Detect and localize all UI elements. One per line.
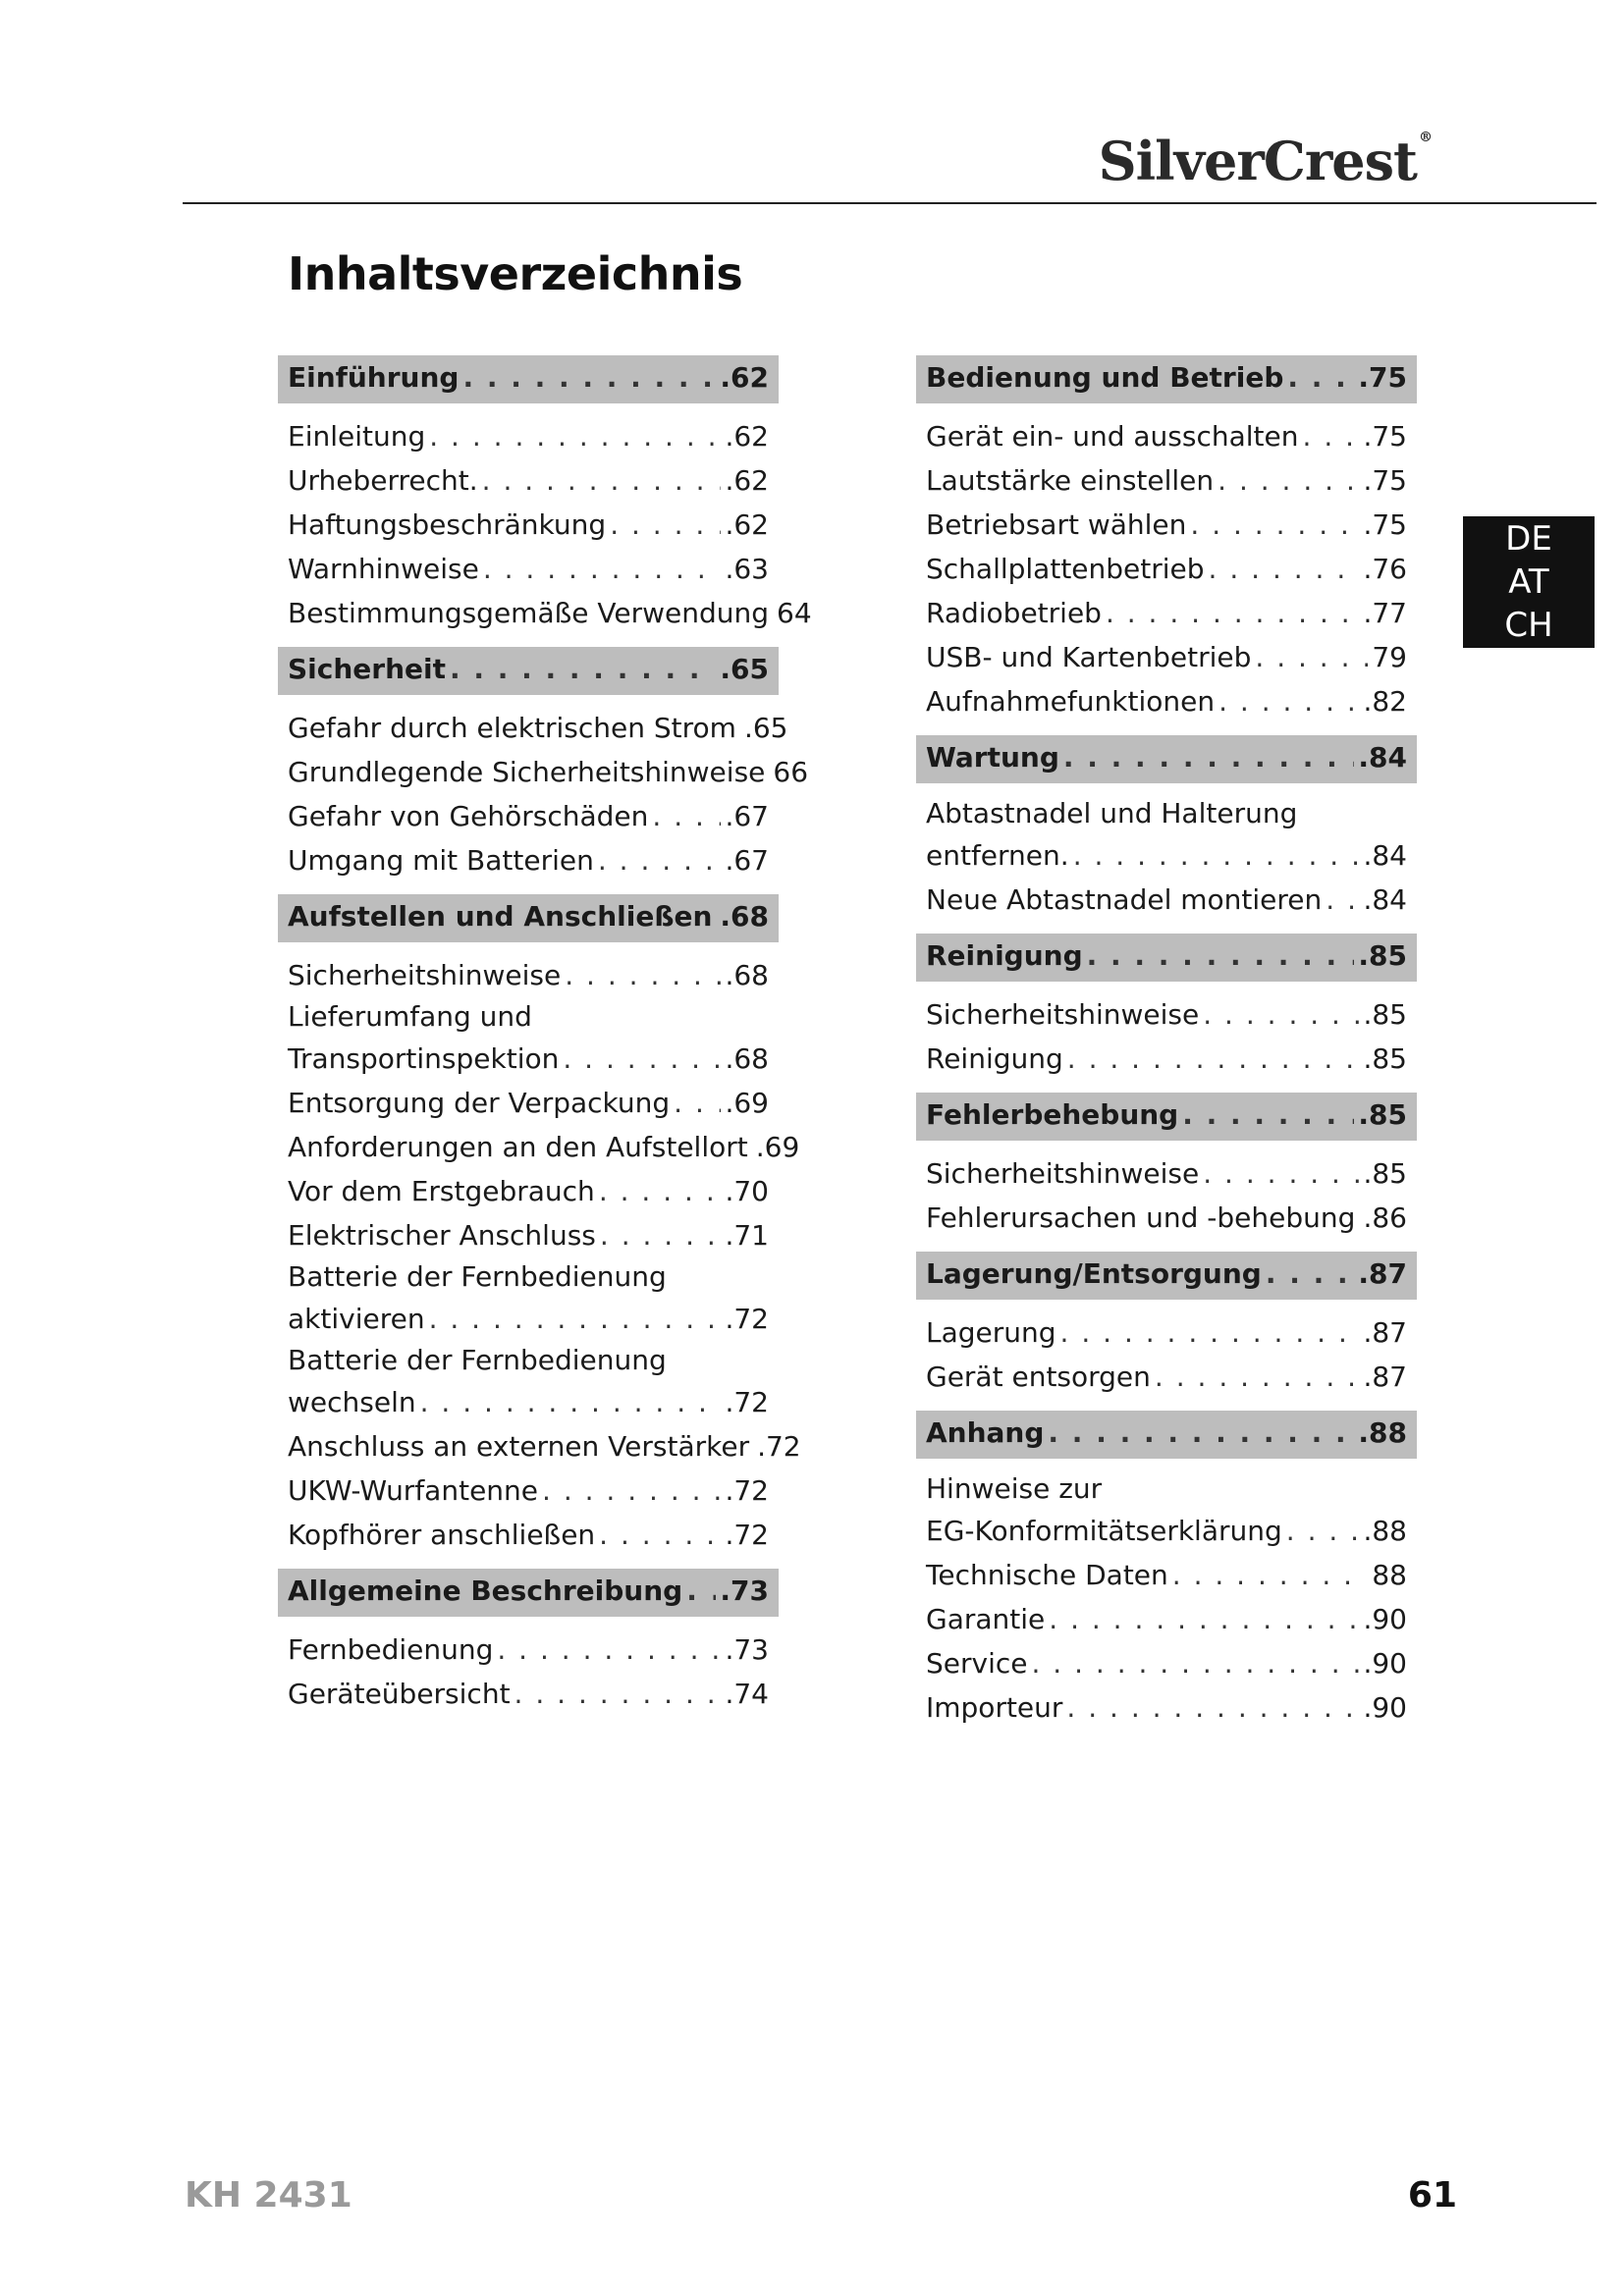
toc-leader-dots — [1067, 1037, 1360, 1081]
toc-entry-label: Bestimmungsgemäße Verwendung — [288, 597, 770, 629]
language-code: CH — [1504, 606, 1553, 645]
toc-entry-page: .71 — [725, 1219, 769, 1252]
toc-section-page: .85 — [1358, 939, 1407, 972]
toc-entry-row — [278, 1125, 800, 1169]
toc-leader-dots — [1255, 635, 1368, 679]
toc-leader-dots — [652, 794, 721, 838]
toc-leader-dots — [420, 1380, 722, 1424]
toc-entry-page: .67 — [725, 800, 769, 832]
toc-entry-row — [278, 1081, 779, 1125]
toc-entry-label: Warnhinweise — [288, 553, 479, 585]
toc-entry-page: .87 — [1363, 1316, 1407, 1349]
toc-section-heading[interactable] — [278, 647, 779, 695]
toc-leader-dots — [1031, 1641, 1359, 1685]
toc-section — [278, 355, 812, 635]
toc-entry[interactable] — [916, 414, 1417, 458]
toc-entry[interactable] — [278, 794, 779, 838]
toc-entry[interactable] — [916, 1469, 1417, 1553]
toc-entry-label: Sicherheitshinweise — [926, 1157, 1200, 1190]
toc-entry-label: Betriebsart wählen — [926, 508, 1187, 541]
toc-entry-row — [916, 992, 1417, 1037]
toc-section — [916, 355, 1417, 723]
toc-leader-dots — [1326, 878, 1359, 922]
toc-entry-page: 64 — [777, 597, 812, 629]
toc-entry-row — [278, 503, 779, 547]
toc-section — [916, 1411, 1417, 1730]
toc-entry-label: Garantie — [926, 1603, 1046, 1635]
toc-entry-page: .85 — [1363, 1042, 1407, 1075]
toc-entry-label: Gefahr durch elektrischen Strom — [288, 712, 736, 744]
toc-entry[interactable] — [278, 1081, 779, 1125]
toc-section-title: Allgemeine Beschreibung — [288, 1575, 683, 1607]
toc-section-heading[interactable] — [278, 894, 779, 942]
toc-entry-line: Hinweise zur — [926, 1472, 1103, 1505]
toc-leader-dots — [600, 1213, 722, 1257]
toc-entry-page: .68 — [725, 959, 769, 991]
toc-entry-line: Batterie der Fernbedienung — [288, 1260, 667, 1293]
toc-left-column — [278, 355, 812, 1728]
toc-entry-label: Umgang mit Batterien — [288, 844, 594, 877]
toc-entry-row — [916, 1641, 1417, 1685]
toc-entry-line: Abtastnadel und Halterung — [926, 797, 1298, 829]
toc-leader-dots — [462, 355, 716, 400]
toc-leader-dots — [599, 1169, 722, 1213]
toc-leader-dots — [610, 503, 721, 547]
toc-entry-row — [916, 458, 1417, 503]
toc-entry-label: Technische Daten — [926, 1559, 1168, 1591]
toc-entry-label: wechseln — [288, 1386, 416, 1418]
toc-entry-label: Reinigung — [926, 1042, 1063, 1075]
toc-entry-label: Geräteübersicht — [288, 1678, 511, 1710]
language-tab — [1463, 516, 1595, 648]
toc-entry-label: Anschluss an externen Verstärker — [288, 1430, 750, 1463]
toc-entry[interactable] — [916, 1310, 1417, 1355]
toc-entry-row — [278, 1380, 779, 1424]
toc-entry-label: Fernbedienung — [288, 1633, 494, 1666]
toc-entry-label: Transportinspektion — [288, 1042, 560, 1075]
toc-entry-row — [916, 1310, 1417, 1355]
toc-entry-row — [916, 679, 1417, 723]
toc-leader-dots — [1155, 1355, 1360, 1399]
toc-entry-row — [916, 1685, 1417, 1730]
toc-entry-page: .85 — [1363, 1157, 1407, 1190]
toc-entry-page: .90 — [1363, 1603, 1407, 1635]
toc-section-heading[interactable] — [916, 735, 1417, 783]
toc-entry-page: .62 — [725, 464, 769, 497]
toc-entry[interactable] — [916, 992, 1417, 1037]
toc-entry-row — [916, 1151, 1417, 1196]
toc-entry[interactable] — [278, 1628, 779, 1672]
toc-entry-row — [278, 794, 779, 838]
toc-section-page: .85 — [1358, 1098, 1407, 1131]
toc-section-page: .73 — [720, 1575, 769, 1607]
toc-entry-page: 88 — [1372, 1559, 1407, 1591]
toc-entry-page: .74 — [725, 1678, 769, 1710]
toc-entry-page: .73 — [725, 1633, 769, 1666]
toc-entry-page: .84 — [1363, 883, 1407, 916]
toc-entry-label: Fehlerursachen und -behebung — [926, 1201, 1356, 1234]
toc-entry-row — [278, 1169, 779, 1213]
toc-entry-row — [916, 547, 1417, 591]
toc-entry-row — [916, 1597, 1417, 1641]
toc-entry-label: Kopfhörer anschließen — [288, 1519, 596, 1551]
toc-entry-row — [916, 414, 1417, 458]
toc-entry[interactable] — [278, 997, 779, 1081]
toc-entry-row — [916, 635, 1417, 679]
language-code: AT — [1508, 562, 1549, 602]
toc-entry-label: Haftungsbeschränkung — [288, 508, 607, 541]
toc-section-title: Sicherheit — [288, 653, 446, 685]
toc-section-title: Aufstellen und Anschließen — [288, 900, 713, 933]
toc-entry[interactable] — [278, 458, 779, 503]
toc-entry[interactable] — [278, 838, 779, 882]
toc-entry-row — [916, 591, 1417, 635]
toc-leader-dots — [1106, 591, 1360, 635]
toc-leader-dots — [1303, 414, 1360, 458]
toc-entry-label: Schallplattenbetrieb — [926, 553, 1205, 585]
toc-entry-page: .75 — [1363, 464, 1407, 497]
toc-leader-dots — [1049, 1597, 1359, 1641]
toc-section-heading[interactable] — [916, 1093, 1417, 1141]
toc-entry-label: Neue Abtastnadel montieren — [926, 883, 1323, 916]
toc-entry[interactable] — [278, 503, 779, 547]
toc-entry[interactable] — [278, 750, 809, 794]
toc-entry-page: .72 — [725, 1519, 769, 1551]
toc-section-heading[interactable] — [916, 1411, 1417, 1459]
toc-leader-dots — [497, 1628, 721, 1672]
toc-section-page: .68 — [720, 900, 770, 933]
toc-entry[interactable] — [916, 591, 1417, 635]
language-code: DE — [1505, 519, 1552, 559]
toc-entry-page: .63 — [725, 553, 769, 585]
toc-entry-label: Anforderungen an den Aufstellort — [288, 1131, 748, 1163]
toc-entry-page: .67 — [725, 844, 769, 877]
header-rule — [183, 202, 1597, 204]
toc-leader-dots — [563, 1037, 721, 1081]
toc-entry-label: Lagerung — [926, 1316, 1056, 1349]
toc-entry-page: .68 — [725, 1042, 769, 1075]
toc-entry-page: .69 — [755, 1131, 800, 1163]
toc-entry-page: .65 — [743, 712, 788, 744]
toc-entry-page: .90 — [1363, 1691, 1407, 1724]
toc-entry-label: aktivieren — [288, 1303, 425, 1335]
toc-section — [916, 1252, 1417, 1399]
toc-leader-dots — [1087, 934, 1355, 978]
toc-entry-label: Importeur — [926, 1691, 1063, 1724]
toc-entry-label: entfernen. — [926, 839, 1069, 872]
toc-section-heading[interactable] — [278, 355, 779, 403]
toc-entry-label: Lautstärke einstellen — [926, 464, 1215, 497]
toc-leader-dots — [542, 1468, 721, 1513]
toc-entry-page: 66 — [773, 756, 809, 788]
toc-entry[interactable] — [278, 953, 779, 997]
toc-entry-row — [916, 1553, 1417, 1597]
toc-section-heading[interactable] — [278, 1569, 779, 1617]
toc-section-page: .87 — [1358, 1257, 1407, 1290]
toc-entry-page: .82 — [1363, 685, 1407, 718]
toc-leader-dots — [429, 1297, 722, 1341]
toc-entry-row — [278, 1468, 779, 1513]
toc-leader-dots — [450, 647, 716, 691]
toc-entry[interactable] — [916, 794, 1417, 878]
toc-section-title: Einführung — [288, 361, 460, 394]
toc-section-heading[interactable] — [916, 1252, 1417, 1300]
toc-entry-page: .72 — [725, 1303, 769, 1335]
toc-entry-page: .70 — [725, 1175, 769, 1207]
toc-entry-label: Gerät ein- und ausschalten — [926, 420, 1299, 453]
toc-section-title: Anhang — [926, 1416, 1045, 1449]
toc-section-title: Wartung — [926, 741, 1059, 774]
brand-logo: SilverCrest ® — [1098, 130, 1432, 192]
toc-entry[interactable] — [278, 1125, 800, 1169]
toc-entry-page: .72 — [725, 1386, 769, 1418]
toc-leader-dots — [1060, 1310, 1360, 1355]
toc-leader-dots — [565, 953, 721, 997]
toc-entry[interactable] — [278, 1672, 779, 1716]
toc-section — [278, 1569, 779, 1716]
toc-entry-label: Vor dem Erstgebrauch — [288, 1175, 595, 1207]
toc-leader-dots — [1073, 833, 1360, 878]
toc-section-page: .88 — [1358, 1416, 1407, 1449]
toc-entry[interactable] — [278, 1513, 779, 1557]
toc-section-page: .65 — [720, 653, 769, 685]
toc-right-column — [916, 355, 1417, 1741]
toc-entry-row — [278, 750, 809, 794]
toc-entry-page: .75 — [1363, 420, 1407, 453]
toc-entry[interactable] — [278, 1169, 779, 1213]
toc-entry[interactable] — [916, 1641, 1417, 1685]
toc-entry[interactable] — [916, 503, 1417, 547]
toc-section-page: .75 — [1358, 361, 1407, 394]
toc-leader-dots — [598, 838, 722, 882]
toc-entry-label: Radiobetrieb — [926, 597, 1102, 629]
toc-section — [916, 1093, 1417, 1240]
toc-entry[interactable] — [916, 458, 1417, 503]
toc-entry[interactable] — [916, 1685, 1417, 1730]
toc-entry-page: .86 — [1363, 1201, 1407, 1234]
toc-entry[interactable] — [916, 1196, 1417, 1240]
toc-entry-row — [278, 1672, 779, 1716]
toc-entry[interactable] — [916, 1037, 1417, 1081]
toc-entry-label: Gerät entsorgen — [926, 1361, 1151, 1393]
toc-leader-dots — [674, 1081, 721, 1125]
toc-entry-page: .69 — [725, 1087, 769, 1119]
toc-leader-dots — [429, 414, 721, 458]
toc-leader-dots — [1287, 355, 1354, 400]
toc-entry-row — [916, 1509, 1417, 1553]
toc-entry-label: Einleitung — [288, 420, 426, 453]
toc-entry-label: UKW-Wurfantenne — [288, 1474, 539, 1507]
toc-entry[interactable] — [916, 635, 1417, 679]
toc-entry[interactable] — [278, 1341, 779, 1424]
toc-entry-page: .72 — [757, 1430, 801, 1463]
toc-entry[interactable] — [278, 1257, 779, 1341]
toc-leader-dots — [1172, 1553, 1369, 1597]
toc-leader-dots — [1203, 1151, 1359, 1196]
toc-entry-row — [278, 1037, 779, 1081]
toc-entry-label: USB- und Kartenbetrieb — [926, 641, 1252, 673]
footer-model: KH 2431 — [185, 2175, 352, 2216]
toc-leader-dots — [1063, 735, 1355, 779]
toc-section — [278, 647, 809, 882]
toc-entry-page: .62 — [725, 508, 769, 541]
toc-section-heading[interactable] — [916, 934, 1417, 982]
toc-entry[interactable] — [916, 547, 1417, 591]
toc-entry-label: Aufnahmefunktionen — [926, 685, 1216, 718]
toc-entry[interactable] — [916, 679, 1417, 723]
toc-leader-dots — [483, 547, 722, 591]
toc-leader-dots — [514, 1672, 722, 1716]
toc-section-page: .62 — [720, 361, 769, 394]
toc-entry-row — [916, 503, 1417, 547]
toc-entry[interactable] — [916, 1151, 1417, 1196]
toc-entry-row — [278, 1213, 779, 1257]
toc-leader-dots — [1218, 679, 1359, 723]
toc-entry-label: Service — [926, 1647, 1028, 1680]
toc-entry-row — [916, 1196, 1417, 1240]
toc-entry-label: Sicherheitshinweise — [288, 959, 562, 991]
footer-page-number: 61 — [1407, 2175, 1457, 2216]
toc-section-page: .84 — [1358, 741, 1407, 774]
toc-section — [916, 735, 1417, 922]
toc-entry-label: Elektrischer Anschluss — [288, 1219, 596, 1252]
page-title: Inhaltsverzeichnis — [288, 247, 743, 300]
toc-entry-page: .88 — [1363, 1515, 1407, 1547]
toc-entry-row — [278, 838, 779, 882]
toc-entry-row — [278, 1513, 779, 1557]
toc-leader-dots — [1190, 503, 1359, 547]
toc-section — [278, 894, 801, 1557]
toc-entry-row — [278, 458, 779, 503]
toc-entry[interactable] — [916, 1553, 1417, 1597]
toc-entry[interactable] — [278, 1468, 779, 1513]
toc-entry-label: Urheberrecht. — [288, 464, 478, 497]
toc-entry-page: .75 — [1363, 508, 1407, 541]
toc-leader-dots — [1266, 1252, 1355, 1296]
toc-leader-dots — [1182, 1093, 1354, 1137]
toc-entry-page: .90 — [1363, 1647, 1407, 1680]
toc-leader-dots — [1209, 547, 1360, 591]
toc-entry[interactable] — [916, 878, 1417, 922]
toc-entry-page: .72 — [725, 1474, 769, 1507]
toc-entry-page: .76 — [1363, 553, 1407, 585]
toc-leader-dots — [1048, 1411, 1354, 1455]
toc-entry-page: .85 — [1363, 998, 1407, 1031]
toc-entry-label: Entsorgung der Verpackung — [288, 1087, 671, 1119]
toc-entry-row — [278, 414, 779, 458]
toc-entry[interactable] — [278, 706, 788, 750]
toc-entry[interactable] — [278, 1424, 801, 1468]
toc-section-title: Reinigung — [926, 939, 1083, 972]
toc-section — [916, 934, 1417, 1081]
toc-leader-dots — [686, 1569, 716, 1613]
toc-entry-label: Sicherheitshinweise — [926, 998, 1200, 1031]
toc-section-title: Lagerung/Entsorgung — [926, 1257, 1262, 1290]
toc-entry-page: 79 — [1372, 641, 1407, 673]
toc-entry[interactable] — [278, 1213, 779, 1257]
toc-leader-dots — [1286, 1509, 1360, 1553]
toc-entry-row — [916, 1355, 1417, 1399]
toc-section-title: Fehlerbehebung — [926, 1098, 1179, 1131]
toc-entry-page: .87 — [1363, 1361, 1407, 1393]
toc-entry-row — [278, 591, 812, 635]
toc-leader-dots — [1203, 992, 1359, 1037]
toc-entry-row — [916, 833, 1417, 878]
toc-entry-row — [278, 1297, 779, 1341]
toc-entry-label: EG-Konformitätserklärung — [926, 1515, 1282, 1547]
toc-entry[interactable] — [278, 591, 812, 635]
toc-section-title: Bedienung und Betrieb — [926, 361, 1284, 394]
toc-entry-label: Gefahr von Gehörschäden — [288, 800, 649, 832]
toc-leader-dots — [599, 1513, 721, 1557]
toc-entry[interactable] — [278, 547, 779, 591]
toc-entry-row — [278, 706, 788, 750]
toc-entry-row — [916, 1037, 1417, 1081]
toc-leader-dots — [1066, 1685, 1359, 1730]
toc-entry-row — [278, 547, 779, 591]
toc-entry-page: .77 — [1363, 597, 1407, 629]
toc-entry-row — [278, 953, 779, 997]
toc-entry-row — [916, 878, 1417, 922]
toc-entry-line: Batterie der Fernbedienung — [288, 1344, 667, 1376]
toc-leader-dots — [482, 458, 722, 503]
toc-entry-line: Lieferumfang und — [288, 1000, 532, 1033]
toc-entry[interactable] — [278, 414, 779, 458]
toc-section-heading[interactable] — [916, 355, 1417, 403]
toc-entry[interactable] — [916, 1355, 1417, 1399]
toc-entry-row — [278, 1628, 779, 1672]
toc-leader-dots — [1218, 458, 1359, 503]
toc-entry-page: .84 — [1363, 839, 1407, 872]
toc-entry-label: Grundlegende Sicherheitshinweise — [288, 756, 766, 788]
toc-entry-page: .62 — [725, 420, 769, 453]
toc-entry[interactable] — [916, 1597, 1417, 1641]
toc-entry-row — [278, 1424, 801, 1468]
